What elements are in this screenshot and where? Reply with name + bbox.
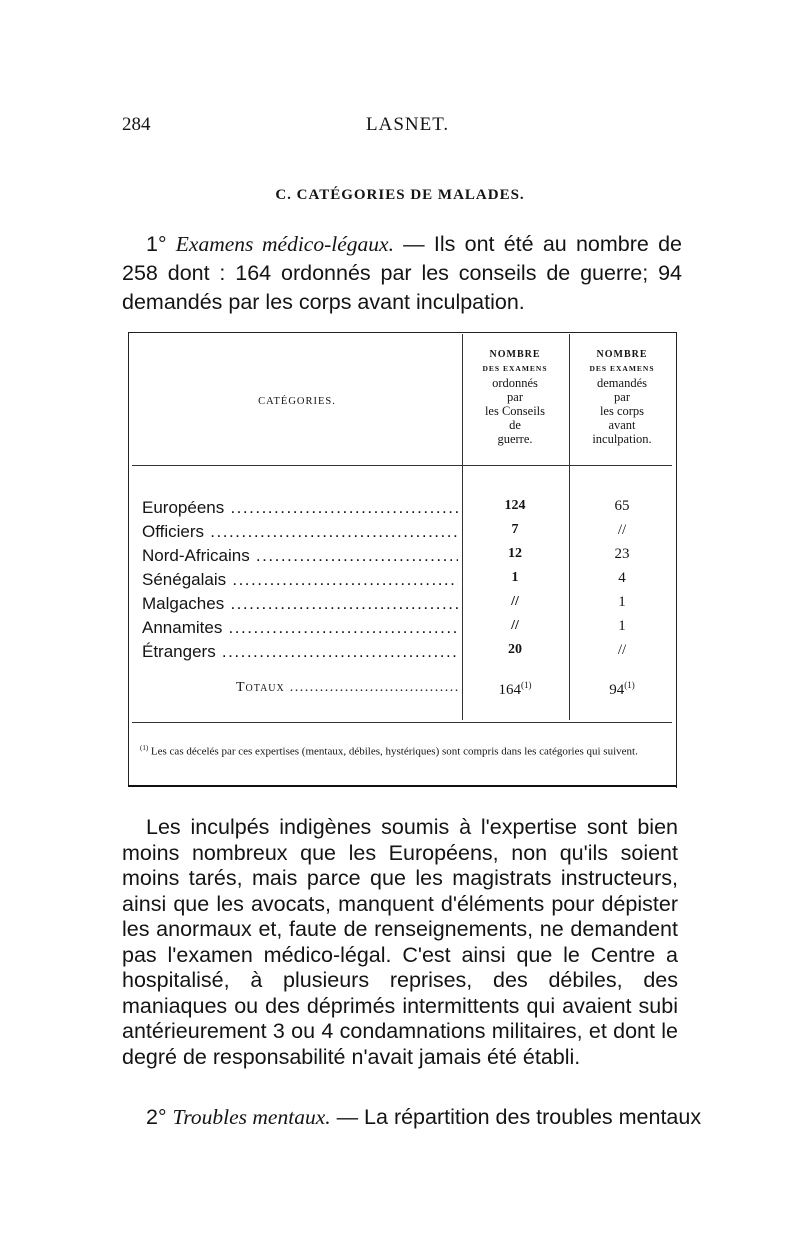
col1-header-line6: de <box>509 418 521 432</box>
next-section-number: 2° <box>146 1105 167 1129</box>
row-label: Officiers ..... <box>142 522 458 542</box>
col1-header-line7: guerre. <box>497 432 533 446</box>
row-label: Européens ..... <box>142 498 458 518</box>
table-footnote <box>140 741 666 760</box>
totals-label: Totaux ..... <box>236 680 458 696</box>
row-ordered-value: 1 <box>511 570 519 585</box>
totals-ordered-note-mark: (1) <box>521 680 532 690</box>
row-ordered-value: 20 <box>508 642 522 657</box>
intro-paragraph <box>122 230 682 317</box>
intro-heading: Examens médico-légaux. <box>175 232 394 256</box>
running-title: LASNET. <box>366 114 450 135</box>
row-ordered-value: 7 <box>511 522 519 537</box>
col2-header-line2: DES EXAMENS <box>589 364 655 373</box>
totals-ordered <box>462 680 568 699</box>
col1-header-line1: NOMBRE <box>489 349 541 360</box>
row-ordered-value: 12 <box>508 546 522 561</box>
row-requested-value: 4 <box>618 570 626 586</box>
row-ordered-value: 124 <box>504 498 526 513</box>
category-column-header: CATÉGORIES. <box>258 396 336 407</box>
row-label: Sénégalais ..... <box>142 570 458 590</box>
col2-header-line1: NOMBRE <box>596 349 648 360</box>
table-row <box>142 522 672 544</box>
col2-header-line4: par <box>614 390 630 404</box>
requested-column-header <box>569 348 675 446</box>
table-header-rule <box>132 465 672 466</box>
col1-header-line3: ordonnés <box>492 376 538 390</box>
table-row <box>142 498 672 520</box>
row-requested-value: 65 <box>614 498 630 514</box>
intro-text: — Ils ont été au nombre de 258 dont : 164 ordonnés par les conseils de guerre; 94 demandés par les corps avant inculpation. <box>122 232 682 314</box>
next-section-heading: Troubles mentaux. <box>172 1105 331 1129</box>
table-border-top <box>128 332 676 333</box>
row-requested-value: 1 <box>618 594 626 610</box>
row-requested-value: 23 <box>614 546 630 562</box>
table-row <box>142 642 672 664</box>
row-label: Annamites ..... <box>142 618 458 638</box>
row-requested-value: 1 <box>618 618 626 634</box>
totals-ordered-value: 164 <box>498 682 521 698</box>
table-row <box>142 594 672 616</box>
next-section-paragraph <box>146 1103 702 1132</box>
col1-header-line4: par <box>507 390 523 404</box>
table-border-left <box>128 332 129 785</box>
footnote-text: Les cas décelés par ces expertises (mentaux, débiles, hystériques) sont compris dans les catégories qui suivent. <box>148 745 638 758</box>
col1-header-line2: DES EXAMENS <box>482 364 548 373</box>
table-footnote-rule <box>132 722 672 723</box>
next-section-text: — La répartition des troubles mentaux <box>330 1105 702 1129</box>
body-paragraph: Les inculpés indigènes soumis à l'expertise sont bien moins nombreux que les Européens, non qu'ils soient moins tarés, mais parce que les magistrats instructeurs, ainsi que les avocats, manquent d'éléments pour dépister les anormaux et, faute de renseignements, ne demandent pas l'examen médico-légal. C'est ainsi que le Centre a hospitalisé, à plusieurs reprises, des débiles, des maniaques ou des déprimés intermittents qui avaient subi antérieurement 3 ou 4 condamnations militaires, et dont le degré de responsabilité n'avait jamais été établi. <box>122 815 678 1069</box>
table-border-bottom <box>128 785 677 787</box>
row-label: Malgaches ..... <box>142 594 458 614</box>
footnote-mark: (1) <box>140 744 149 752</box>
col2-header-line5: les corps <box>599 404 645 418</box>
section-title: C. CATÉGORIES DE MALADES. <box>275 187 525 203</box>
row-ordered-value: // <box>511 618 519 633</box>
table-row <box>142 570 672 592</box>
table-border-right <box>676 332 677 788</box>
row-requested-value: // <box>617 642 627 658</box>
table-row <box>142 546 672 568</box>
row-label: Étrangers ..... <box>142 642 458 662</box>
ordered-column-header <box>462 348 568 446</box>
col2-header-line3: demandés <box>597 376 647 390</box>
totals-requested <box>569 680 675 699</box>
intro-number: 1° <box>146 232 167 256</box>
row-ordered-value: // <box>511 594 519 609</box>
row-requested-value: // <box>617 522 627 538</box>
table-row <box>142 618 672 640</box>
page-number: 284 <box>122 114 151 135</box>
totals-requested-note-mark: (1) <box>624 680 635 690</box>
row-label: Nord-Africains ..... <box>142 546 458 566</box>
col1-header-line5: les Conseils <box>484 404 546 418</box>
col2-header-line7: inculpation. <box>592 432 652 446</box>
totals-requested-value: 94 <box>609 682 625 698</box>
col2-header-line6: avant <box>608 418 636 432</box>
